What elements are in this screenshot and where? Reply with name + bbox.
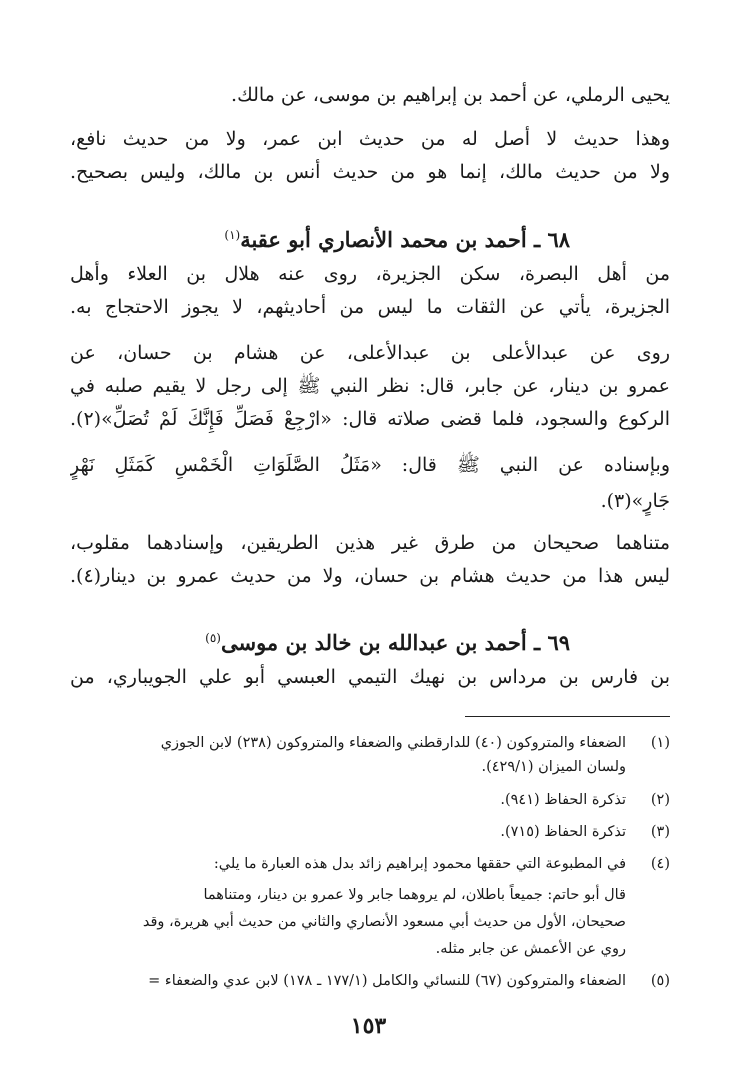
text-line: ولا من حديث مالك، إنما هو من حديث أنس بن مالك، وليس بصحيح.: [70, 161, 670, 183]
footnote-3: (٣)تذكرة الحفاظ (٧١٥).: [70, 820, 670, 844]
text-line: جَارٍ»(٣).: [600, 490, 670, 512]
entry-heading-68: ٦٨ ـ أحمد بن محمد الأنصاري أبو عقبة$^{(١)}$: [224, 227, 570, 252]
footnote-number: (١): [650, 735, 670, 751]
text-line: من أهل البصرة، سكن الجزيرة، روى عنه هلال بن العلاء وأهل: [70, 263, 670, 285]
text-line: الجزيرة، يأتي عن الثقات ما ليس من أحاديثهم، لا يجوز الاحتجاج به.: [70, 296, 670, 318]
entry-heading-69: ٦٩ ـ أحمد بن عبدالله بن خالد بن موسى$^{(٥)}$: [205, 630, 570, 655]
text-line: بن فارس بن مرداس بن نهيك التيمي العبسي أبو علي الجويباري، من: [70, 666, 670, 688]
text-line: روى عن عبدالأعلى بن عبدالأعلى، عن هشام بن حسان، عن: [70, 342, 670, 364]
text-line: ولسان الميزان (٤٢٩/١).: [481, 759, 626, 775]
footnote-5: (٥)الضعفاء والمتروكون (٦٧) للنسائي والكامل (١٧٧/١ ـ ١٧٨) لابن عدي والضعفاء =: [30, 969, 670, 993]
footnote-number: (٤): [650, 856, 670, 872]
footnote-number: (٢): [650, 792, 670, 808]
text-line: الركوع والسجود، فلما قضى صلاته قال: «ارْجِعْ فَصَلِّ فَإِنَّكَ لَمْ تُصَلِّ»(٢).: [70, 408, 670, 430]
text-line: ليس هذا من حديث هشام بن حسان، ولا من حديث عمرو بن دينار(٤).: [70, 565, 670, 587]
footnote-1: (١)الضعفاء والمتروكون (٤٠) للدارقطني والضعفاء والمتروكون (٢٣٨) لابن الجوزي: [70, 731, 670, 755]
footnote-ref: (١): [224, 228, 241, 242]
text-line: وبإسناده عن النبي ﷺ قال: «مَثَلُ الصَّلَوَاتِ الْخَمْسِ كَمَثَلِ نَهْرٍ: [70, 454, 670, 476]
footnote-number: (٣): [650, 824, 670, 840]
footnote-number: (٥): [650, 973, 670, 989]
footnote-2: (٢)تذكرة الحفاظ (٩٤١).: [70, 788, 670, 812]
text-line: روي عن الأعمش عن جابر مثله.: [435, 941, 626, 957]
text-line: متناهما صحيحان من طرق غير هذين الطريقين، وإسنادهما مقلوب،: [70, 532, 670, 554]
footnote-ref: (٥): [205, 631, 221, 645]
text-line: قال أبو حاتم: جميعاً باطلان، لم يروهما جابر ولا عمرو بن دينار، ومتناهما: [203, 887, 626, 903]
text-line: وهذا حديث لا أصل له من حديث ابن عمر، ولا من حديث نافع،: [70, 128, 670, 150]
footnote-4: (٤)في المطبوعة التي حققها محمود إبراهيم زائد بدل هذه العبارة ما يلي:: [70, 852, 670, 876]
text-line: يحيى الرملي، عن أحمد بن إبراهيم بن موسى، عن مالك.: [231, 84, 670, 106]
text-line: صحيحان، الأول من حديث أبي مسعود الأنصاري والثاني من حديث أبي هريرة، وقد: [142, 914, 626, 930]
footnote-rule: [465, 716, 670, 717]
page-number: ١٥٣: [350, 1013, 387, 1039]
text-line: عمرو بن دينار، عن جابر، قال: نظر النبي ﷺ إلى رجل لا يقيم صلبه في: [70, 375, 670, 397]
